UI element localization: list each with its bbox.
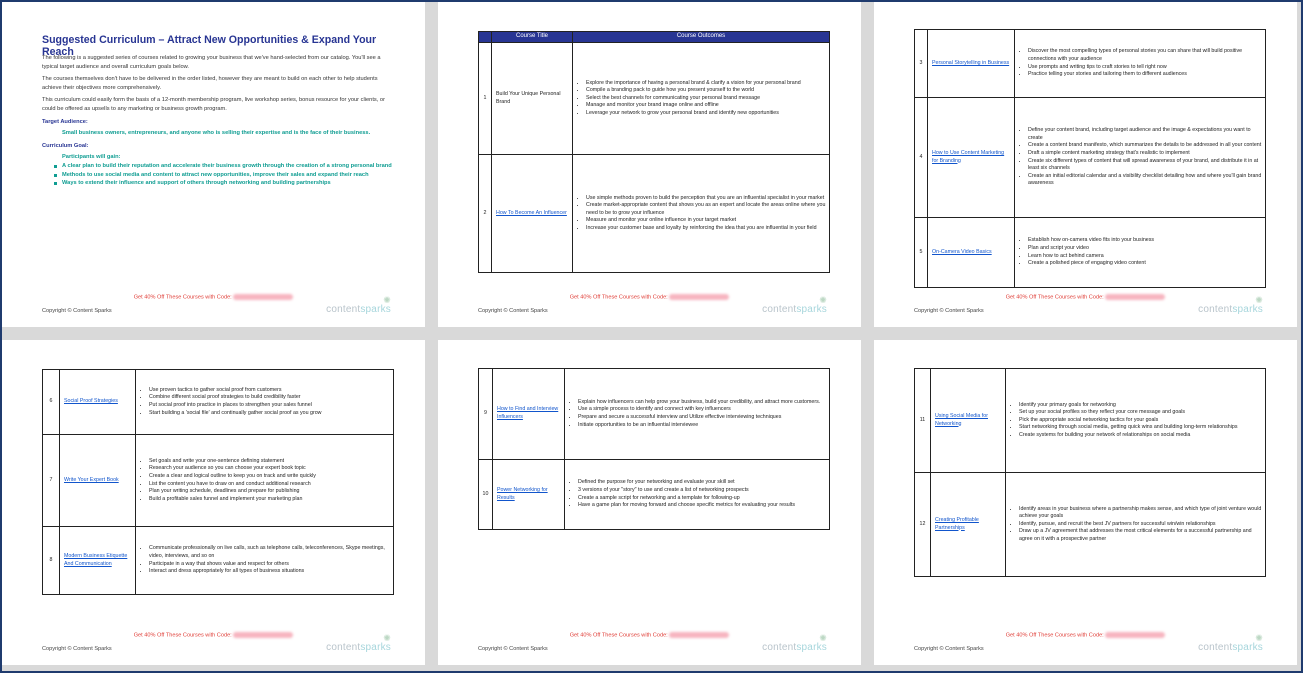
page-1 <box>2 2 425 327</box>
promo-text: Get 40% Off These Courses with Code: <box>133 294 232 301</box>
list-item: • Have a game plan for moving forward and choose specific metrics for evaluating your results <box>578 502 829 510</box>
outcomes-list <box>1015 48 1265 78</box>
course-title-cell <box>493 369 565 460</box>
list-item: Methods to use social media and content to attract new opportunities, improve their sales and expand their reach <box>54 171 392 180</box>
copyright: Copyright © Content Sparks <box>42 308 112 314</box>
outcomes-list <box>1015 237 1265 267</box>
list-item: • Initiate opportunities to be an influential interviewee <box>578 422 829 430</box>
page-6 <box>874 340 1297 665</box>
list-item: • Draft a simple content marketing strategy that's realistic to implement <box>1028 150 1265 158</box>
course-title-link[interactable]: Personal Storytelling in Business <box>932 59 1010 66</box>
list-item: • Compile a branding pack to guide how you present yourself to the world <box>586 87 829 95</box>
content-sparks-logo: contentsparks ✺ <box>1198 633 1263 653</box>
outcomes-list <box>573 80 829 118</box>
outcomes-list <box>565 399 829 429</box>
promo-footer <box>2 632 425 638</box>
course-title-cell <box>60 527 136 595</box>
course-title-link[interactable]: Creating Profitable Partnerships <box>935 516 979 531</box>
table-row <box>43 370 394 435</box>
table-row <box>43 527 394 595</box>
course-title-link[interactable]: How To Become An Influencer <box>496 209 567 216</box>
list-item: • Create a clear and logical outline to keep you on track and write quickly <box>149 473 393 481</box>
course-title-cell <box>931 473 1006 577</box>
content-sparks-logo: contentsparks ✺ <box>762 633 827 653</box>
redacted-code <box>233 294 293 300</box>
course-table <box>478 31 830 273</box>
list-item: • Measure and monitor your online influence in your target market <box>586 217 829 225</box>
course-title-link[interactable]: Using Social Media for Networking <box>935 412 988 427</box>
course-outcomes-cell <box>573 155 830 273</box>
course-number: 5 <box>915 218 928 288</box>
content-sparks-logo: contentsparks ✺ <box>1198 295 1263 315</box>
list-item: • 3 versions of your "story" to use and create a list of networking prospects <box>578 487 829 495</box>
list-item: • Plan your writing schedule, deadlines and prepare for publishing <box>149 488 393 496</box>
list-item: • Use a simple process to identify and connect with key influencers <box>578 406 829 414</box>
list-item: • Create an initial editorial calendar and a visibility checklist detailing how and where you'll gain brand awareness <box>1028 173 1265 188</box>
list-item: • Use proven tactics to gather social proof from customers <box>149 387 393 395</box>
course-outcomes-cell <box>573 43 830 155</box>
promo-text: Get 40% Off These Courses with Code: <box>133 632 232 639</box>
participants-heading: Participants will gain: <box>62 154 121 161</box>
spark-icon: ✺ <box>1255 633 1263 643</box>
course-outcomes-cell <box>1015 30 1266 98</box>
list-item: • Establish how on-camera video fits into your business <box>1028 237 1265 245</box>
content-sparks-logo: contentsparks ✺ <box>762 295 827 315</box>
list-item: • Interact and dress appropriately for all types of business situations <box>149 568 393 576</box>
outcomes-list <box>1015 127 1265 188</box>
list-item: • Defined the purpose for your networking and evaluate your skill set <box>578 479 829 487</box>
course-title-cell <box>928 218 1015 288</box>
list-item: • Learn how to act behind camera <box>1028 253 1265 261</box>
redacted-code <box>1105 632 1165 638</box>
course-title-cell <box>928 98 1015 218</box>
course-outcomes-cell <box>1015 98 1266 218</box>
course-title-link[interactable]: How to Find and Interview Influencers <box>497 406 559 420</box>
course-table <box>478 368 830 530</box>
copyright: Copyright © Content Sparks <box>914 646 984 652</box>
promo-text: Get 40% Off These Courses with Code: <box>569 294 668 301</box>
content-sparks-logo: contentsparks ✺ <box>326 633 391 653</box>
list-item: • Create a sample script for networking and a template for following-up <box>578 495 829 503</box>
table-row <box>915 218 1266 288</box>
table-row <box>43 435 394 527</box>
list-item: • Identify your primary goals for networking <box>1019 402 1265 410</box>
list-item: • Discover the most compelling types of personal stories you can share that will build positive connections with your audience <box>1028 48 1265 63</box>
course-outcomes-cell <box>1006 473 1266 577</box>
promo-footer <box>2 294 425 300</box>
list-item: • Use simple methods proven to build the perception that you are an influential specialist in your market <box>586 195 829 203</box>
document-viewer <box>2 2 1301 671</box>
outcomes-list <box>136 458 393 504</box>
content-sparks-logo: contentsparks ✺ <box>326 295 391 315</box>
list-item: • Plan and script your video <box>1028 245 1265 253</box>
list-item: • Pick the appropriate social networking tactics for your goals <box>1019 417 1265 425</box>
course-number: 1 <box>479 43 492 155</box>
list-item: • Set goals and write your one-sentence defining statement <box>149 458 393 466</box>
page-2 <box>438 2 861 327</box>
list-item: • Identify, pursue, and recruit the best JV partners for successful win/win relationships <box>1019 521 1265 529</box>
course-title-link[interactable]: How to Use Content Marketing for Branding <box>932 149 1005 164</box>
course-title-cell <box>492 43 573 155</box>
course-title-link[interactable]: Write Your Expert Book <box>64 476 119 483</box>
list-item: • Communicate professionally on live calls, such as telephone calls, teleconferences, Skype meetings, video, interviews, and so on <box>149 545 393 560</box>
course-title-link[interactable]: Modern Business Etiquette And Communication <box>64 552 128 567</box>
table-row <box>479 369 830 460</box>
outcomes-list <box>573 195 829 233</box>
list-item: • Create market-appropriate content that shows you as an expert and locate the areas online where you need to be to grow your influence <box>586 202 829 217</box>
list-item: • Identify areas in your business where a partnership makes sense, and which type of joint venture would achieve your goals <box>1019 506 1265 521</box>
course-outcomes-cell <box>565 460 830 530</box>
list-item: • Explain how influencers can help grow your business, build your credibility, and attract more customers. <box>578 399 829 407</box>
spark-icon: ✺ <box>1255 295 1263 305</box>
course-number: 9 <box>479 369 493 460</box>
course-number: 6 <box>43 370 60 435</box>
list-item: • Leverage your network to grow your personal brand and identify new opportunities <box>586 110 829 118</box>
list-item: • Create six different types of content that will spread awareness of your brand, and distribute it in at least six channels <box>1028 158 1265 173</box>
course-outcomes-cell <box>1015 218 1266 288</box>
table-row <box>915 473 1266 577</box>
table-row <box>915 98 1266 218</box>
outcomes-list <box>565 479 829 509</box>
course-title-cell <box>60 435 136 527</box>
course-title-text: Build Your Unique Personal Brand <box>496 90 561 105</box>
intro-body <box>42 54 392 188</box>
page-5 <box>438 340 861 665</box>
list-item: • Define your content brand, including target audience and the image & expectations you want to create <box>1028 127 1265 142</box>
course-outcomes-cell <box>565 369 830 460</box>
list-item: • Create systems for building your network of relationships on social media <box>1019 432 1265 440</box>
course-number: 7 <box>43 435 60 527</box>
list-item: • Manage and monitor your brand image online and offline <box>586 102 829 110</box>
course-outcomes-cell <box>136 435 394 527</box>
course-title-cell <box>931 369 1006 473</box>
list-item: • Increase your customer base and loyalty by reinforcing the idea that you are influential in your field <box>586 225 829 233</box>
list-item: • Combine different social proof strategies to build credibility faster <box>149 394 393 402</box>
list-item: • Explore the importance of having a personal brand & clarify a vision for your personal brand <box>586 80 829 88</box>
copyright: Copyright © Content Sparks <box>478 646 548 652</box>
redacted-code <box>669 294 729 300</box>
course-title-cell <box>492 155 573 273</box>
course-number: 10 <box>479 460 493 530</box>
list-item: Ways to extend their influence and support of others through networking and building partnerships <box>54 179 392 188</box>
promo-footer <box>874 632 1297 638</box>
course-table <box>42 369 394 595</box>
redacted-code <box>233 632 293 638</box>
header-course-outcomes: Course Outcomes <box>573 32 830 43</box>
list-item: • Set up your social profiles so they reflect your core message and goals <box>1019 409 1265 417</box>
course-outcomes-cell <box>136 370 394 435</box>
course-title-link[interactable]: Power Networking for Results <box>497 486 548 501</box>
list-item: • Prepare and secure a successful interview and Utilize effective interviewing techniques <box>578 414 829 422</box>
table-row <box>915 369 1266 473</box>
table-row <box>479 460 830 530</box>
course-outcomes-cell <box>136 527 394 595</box>
course-number: 3 <box>915 30 928 98</box>
page-4 <box>2 340 425 665</box>
list-item: • Build a profitable sales funnel and implement your marketing plan <box>149 496 393 504</box>
redacted-code <box>1105 294 1165 300</box>
list-item: • Start building a 'social file' and continually gather social proof as you grow <box>149 410 393 418</box>
list-item: • List the content you have to draw on and conduct additional research <box>149 481 393 489</box>
course-title-cell <box>928 30 1015 98</box>
spark-icon: ✺ <box>383 633 391 643</box>
course-title-link[interactable]: Social Proof Strategies <box>64 398 118 405</box>
table-row <box>479 43 830 155</box>
list-item: • Use prompts and writing tips to craft stories to tell right now <box>1028 64 1265 72</box>
spark-icon: ✺ <box>383 295 391 305</box>
outcomes-list <box>136 545 393 575</box>
spark-icon: ✺ <box>819 633 827 643</box>
copyright: Copyright © Content Sparks <box>914 308 984 314</box>
course-outcomes-cell <box>1006 369 1266 473</box>
target-audience-text: Small business owners, entrepreneurs, and anyone who is selling their expertise and is the face of their business. <box>62 130 371 137</box>
header-course-title: Course Title <box>492 32 573 43</box>
list-item: • Create a content brand manifesto, which summarizes the details to be addressed in all your content <box>1028 142 1265 150</box>
promo-footer <box>438 294 861 300</box>
promo-text: Get 40% Off These Courses with Code: <box>1005 294 1104 301</box>
intro-paragraph: The following is a suggested series of courses related to growing your business that we've hand-selected from our catalog. You'll see a typical target audience and overall curriculum goals below. <box>42 55 381 70</box>
list-item: • Participate in a way that shows value and respect for others <box>149 561 393 569</box>
list-item: • Create a polished piece of engaging video content <box>1028 260 1265 268</box>
page-3 <box>874 2 1297 327</box>
course-number: 2 <box>479 155 492 273</box>
course-title-cell <box>493 460 565 530</box>
table-row <box>915 30 1266 98</box>
course-number: 8 <box>43 527 60 595</box>
course-number: 12 <box>915 473 931 577</box>
promo-footer <box>438 632 861 638</box>
intro-paragraph: This curriculum could easily form the basis of a 12-month membership program, live workshop series, bonus resource for your clients, or could be offered as upsells to any marketing or business growth program. <box>42 97 385 112</box>
list-item: • Practice telling your stories and tailoring them to different audiences <box>1028 71 1265 79</box>
page-title: Suggested Curriculum – Attract New Opportunities & Expand Your Reach <box>42 34 377 58</box>
table-header-row <box>479 32 830 43</box>
table-row <box>479 155 830 273</box>
course-number: 11 <box>915 369 931 473</box>
gains-list <box>42 162 392 188</box>
list-item: • Draw up a JV agreement that addresses the most critical elements for a successful partnership and agree on it with a prospective partner <box>1019 528 1265 543</box>
course-table <box>914 29 1266 288</box>
outcomes-list <box>1006 402 1265 440</box>
list-item: • Select the best channels for communicating your personal brand message <box>586 95 829 103</box>
promo-text: Get 40% Off These Courses with Code: <box>569 632 668 639</box>
header-num-cell <box>479 32 492 43</box>
list-item: • Research your audience so you can choose your expert book topic <box>149 465 393 473</box>
outcomes-list <box>1006 506 1265 544</box>
course-title-link[interactable]: On-Camera Video Basics <box>932 248 992 255</box>
target-audience-heading: Target Audience: <box>42 118 88 125</box>
promo-footer <box>874 294 1297 300</box>
list-item: A clear plan to build their reputation and accelerate their business growth through the creation of a strong personal brand <box>54 162 392 171</box>
list-item: • Put social proof into practice in places to strengthen your sales funnel <box>149 402 393 410</box>
copyright: Copyright © Content Sparks <box>478 308 548 314</box>
curriculum-goal-heading: Curriculum Goal: <box>42 142 89 149</box>
course-table <box>914 368 1266 577</box>
intro-paragraph: The courses themselves don't have to be delivered in the order listed, however they are meant to build on each other to help students achieve their objectives more comprehensively. <box>42 76 378 91</box>
outcomes-list <box>136 387 393 417</box>
course-title-cell <box>60 370 136 435</box>
copyright: Copyright © Content Sparks <box>42 646 112 652</box>
course-number: 4 <box>915 98 928 218</box>
promo-text: Get 40% Off These Courses with Code: <box>1005 632 1104 639</box>
spark-icon: ✺ <box>819 295 827 305</box>
list-item: • Start networking through social media, getting quick wins and building long-term relationships <box>1019 424 1265 432</box>
redacted-code <box>669 632 729 638</box>
